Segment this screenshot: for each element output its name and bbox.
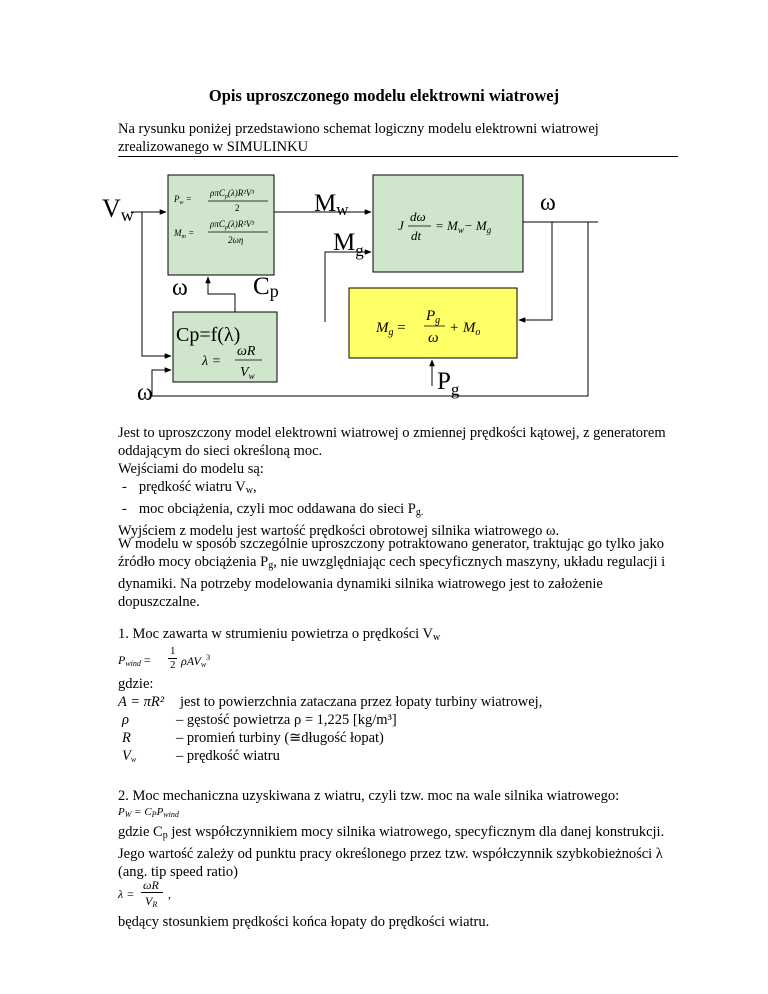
cp-function-label: Cp=f(λ)	[176, 324, 241, 346]
p1-line-2: oddającym do sieci określoną moc.	[118, 443, 323, 459]
cp-sub: p	[269, 281, 279, 301]
eq3-numerator: dω	[410, 209, 426, 224]
eq1-lhs: $P_w$ =	[174, 194, 192, 206]
wire-cp	[208, 277, 235, 312]
p3-line-1: gdzie $C_p$ jest współczynnikiem mocy silnika wiatrowego, specyficznym dla danej konstrukcji.	[118, 824, 665, 841]
closing-sentence: będący stosunkiem prędkości końca łopaty do prędkości wiatru.	[118, 914, 490, 930]
eq5-lhs: λ =	[202, 354, 222, 369]
body-paragraph-1	[118, 424, 678, 540]
section-2-heading: 2. Moc mechaniczna uzyskiwana z wiatru, czyli tzw. moc na wale silnika wiatrowego:	[118, 788, 620, 804]
intro-text	[118, 120, 678, 156]
pg-label: $P_g$	[437, 368, 460, 399]
def-radius: R – promień turbiny (≅długość łopat)	[122, 730, 384, 746]
cp-label: Cp	[253, 273, 279, 301]
block-diagram	[0, 160, 768, 420]
definitions-list	[118, 693, 718, 765]
pg-sub: g	[450, 380, 460, 399]
eq4-plus: + $M_o$	[449, 320, 481, 338]
mw-sub: w	[336, 200, 349, 219]
output-sentence: Wyjściem z modelu jest wartość prędkości obrotowej silnika wiatrowego ω.	[118, 523, 560, 539]
eq1-numerator: ρπC$_p$(λ)R²V³	[210, 188, 255, 200]
input-item-1: - prędkość wiatru $V_w$,	[122, 479, 257, 496]
eq5-numerator: ωR	[237, 344, 256, 359]
page-title: Opis uproszczonego modelu elektrowni wiatrowej	[208, 86, 560, 105]
eq2-denominator: 2ωη	[228, 235, 244, 245]
omega-bottom-label: ω	[137, 380, 153, 406]
intro-underline	[118, 156, 678, 157]
eq4-denominator: ω	[428, 330, 439, 346]
cp-block	[173, 312, 277, 382]
vw-sub: w	[120, 205, 134, 225]
wire-omega-to-gen	[519, 222, 552, 320]
input-vw-label: Vw	[102, 194, 134, 225]
pw-equation: $P_W = C_PP_{wind}$	[118, 806, 179, 819]
p3-line-2: Jego wartość zależy od punktu pracy określonego przez tzw. współczynnik szybkobieżności λ	[118, 846, 663, 862]
body-paragraph-2	[118, 535, 683, 611]
mw-label: Mw	[314, 190, 349, 219]
section-1-heading: 1. Moc zawarta w strumieniu powietrza o prędkości $V_w$	[118, 626, 441, 643]
p2-line-4: dopuszczalne.	[118, 594, 200, 610]
eq5-denominator: $V_w$	[240, 365, 255, 381]
def-wind-speed: $V_w$ – prędkość wiatru	[122, 748, 280, 764]
eq3-j: J	[398, 218, 404, 233]
body-paragraph-3	[118, 823, 708, 881]
p1-line-1: Jest to uproszczony model elektrowni wiatrowej o zmiennej prędkości kątowej, z generatorem	[118, 425, 666, 441]
eq2-numerator: ρπC$_p$(λ)R²V³	[210, 219, 255, 231]
intro-line-2: zrealizowanego w SIMULINKU	[118, 139, 309, 155]
eq4-lhs: $M_g$ =	[376, 320, 406, 338]
eq4-numerator: $P_g$	[426, 308, 441, 326]
eq2-lhs: $M_m$ =	[174, 228, 195, 240]
p2-line-1: W modelu w sposób szczególnie uproszczony potraktowano generator, traktując go tylko jako	[118, 536, 664, 552]
inputs-title: Wejściami do modelu są:	[118, 461, 264, 477]
def-density: ρ – gęstość powietrza ρ = 1,225 [kg/m³]	[122, 712, 397, 728]
p3-line-3: (ang. tip speed ratio)	[118, 864, 238, 880]
input-item-2: - moc obciążenia, czyli moc oddawana do sieci $P_{g.}$	[122, 501, 424, 518]
eq3-rhs: = $M_w- M_g$	[435, 218, 492, 235]
lambda-equation: λ = ωR $V_R$ ,	[118, 878, 171, 909]
wire-vw-to-cp	[142, 212, 171, 356]
eq3-denominator: dt	[411, 228, 422, 243]
mg-sub: g	[355, 241, 364, 260]
intro-line-1: Na rysunku poniżej przedstawiono schemat logiczny modelu elektrowni wiatrowej	[118, 121, 599, 137]
def-area: A = πR² jest to powierzchnia zataczana przez łopaty turbiny wiatrowej,	[118, 694, 543, 710]
gdzie-label: gdzie:	[118, 676, 154, 692]
eq1-denominator: 2	[235, 203, 240, 213]
p2-line-3: dynamiki. Na potrzeby modelowania dynamiki silnika wiatrowego jest to założenie	[118, 576, 603, 592]
p2-line-2: źródło mocy obciążenia $P_g$, nie uwzględniając cech specyficznych maszyny, układu regulacji i	[118, 554, 666, 571]
omega-left-label: ω	[172, 275, 188, 301]
mg-label: $M_g$	[333, 229, 364, 260]
omega-output-label: ω	[540, 190, 556, 216]
